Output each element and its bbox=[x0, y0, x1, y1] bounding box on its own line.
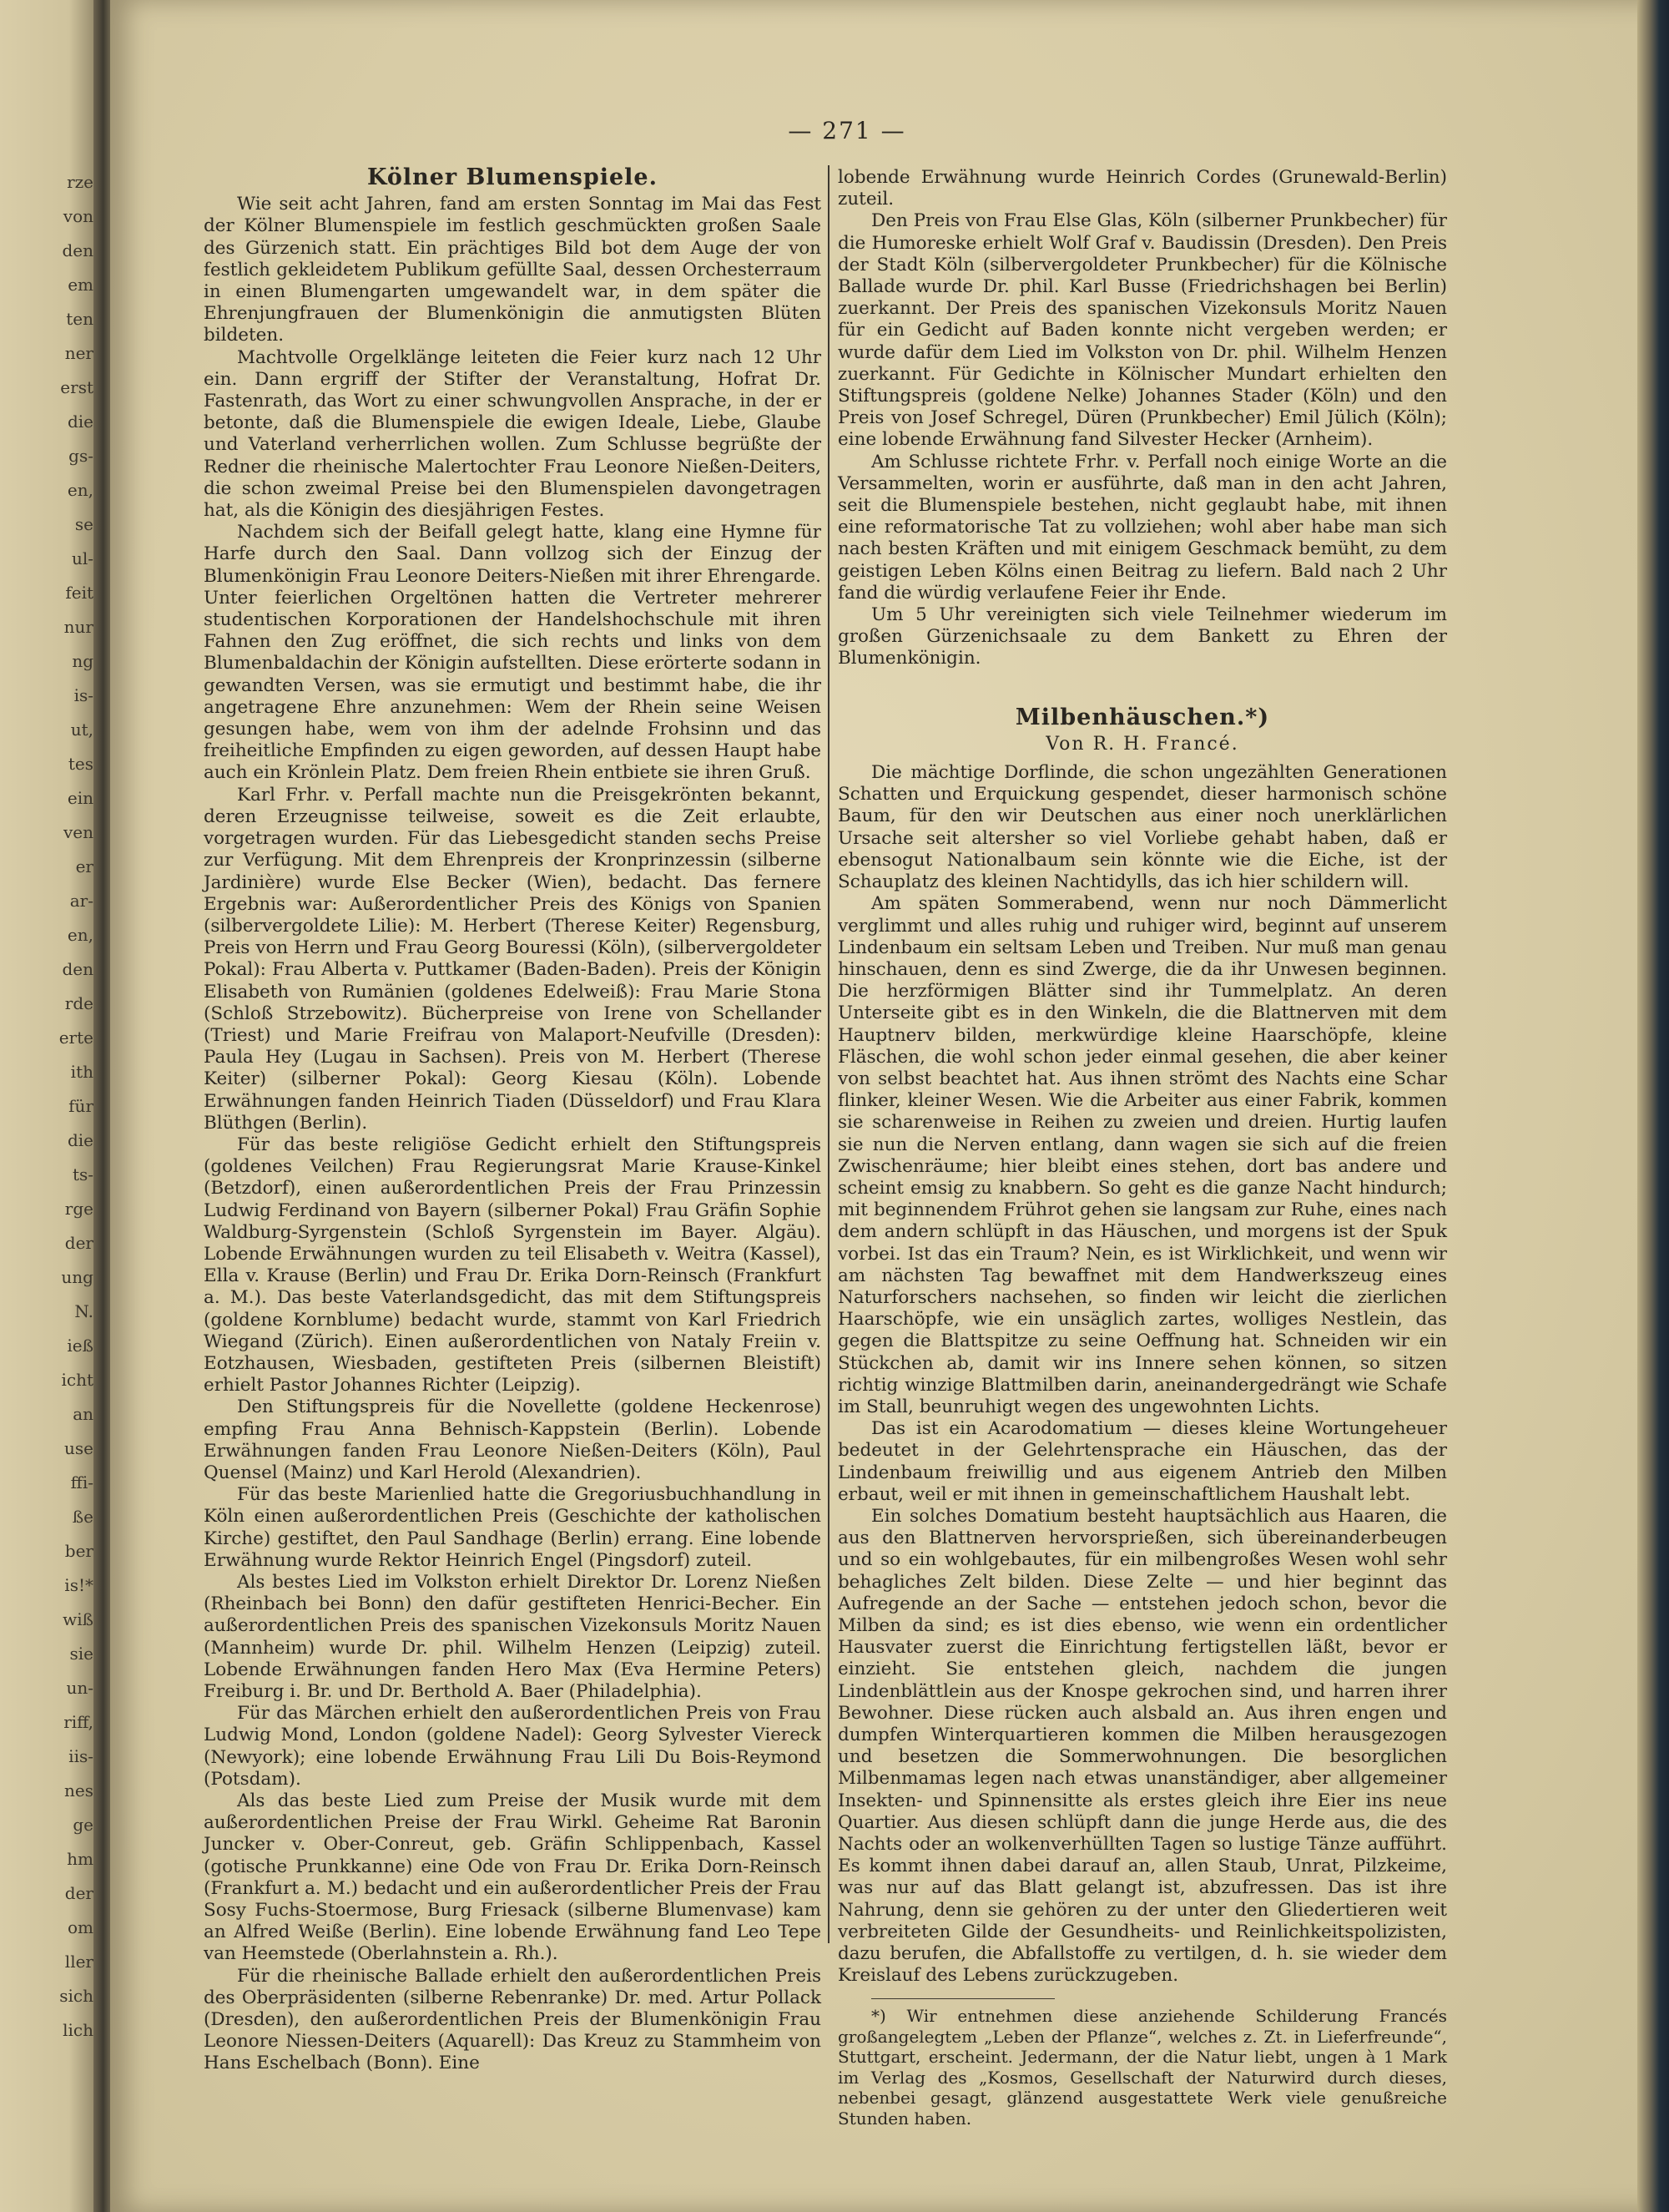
paragraph: Ein solches Domatium besteht hauptsächlich aus Haaren, die aus den Blattnerven hervorsprießen, sich übereinanderbeugen und so ein wohlgebautes, für ein milbengroßes Wesen wohl sehr behagliches Zelt bilden. Diese Zelte — und hier beginnt das Aufregende an der Sache — entstehen jedoch schon, bevor die Milben da sind; es ist dies ebenso, wie wenn ein ordentlicher Hausvater zuerst die Einrichtung fertigstellen läßt, bevor er einzieht. Sie entstehen gleich, nachdem die jungen Lindenblättlein aus der Knospe gekrochen sind, und harren ihrer Bewohner. Diese rücken auch alsbald an. Aus ihren engen und dumpfen Winterquartieren kommen die Milben herausgezogen und besetzen die Sommerwohnungen. Die besorglichen Milbenmamas legen nach etwas unanständiger, aber allgemeiner Insekten- und Spinnensitte als erstes gleich ihre Eier ins neue Quartier. Aus diesen schlüpft dann die junge Herde aus, die des Nachts oder an wolkenverhüllten Tagen so lustige Tänze aufführt. Es kommt ihnen dabei darauf an, allen Staub, Unrat, Pilzkeime, was nur auf das Blatt gelangt ist, abzufressen. Das ist ihre Nahrung, denn sie gehören zu der unter den Gliedertieren weit verbreiteten Gilde der Gesundheits- und Reinlichkeitspolizisten, dazu berufen, die Abfallstoffe zu vertilgen, d. h. sie wieder dem Kreislauf des Lebens zurückzugeben. bbox=[838, 1505, 1447, 1987]
previous-page-fragment: rge bbox=[64, 1199, 93, 1219]
previous-page-fragment: den bbox=[62, 240, 93, 260]
column-rule bbox=[828, 165, 829, 1943]
article-title: Milbenhäuschen.*) bbox=[1015, 704, 1270, 730]
previous-page-edge bbox=[0, 0, 98, 2212]
page-number: — 271 — bbox=[788, 117, 906, 144]
previous-page-fragment: ge bbox=[73, 1815, 93, 1835]
paragraph: Wie seit acht Jahren, fand am ersten Sonntag im Mai das Fest der Kölner Blumenspiele im festlich geschmückten großen Saale des Gürzenich statt. Ein prächtiges Bild bot dem Auge der von festlich gekleidetem Publikum gefüllte Saal, dessen Orchesterraum in einen Blumengarten umgewandelt war, in dem später die Ehrenjungfrauen der Blumenkönigin die anmutigsten Blüten bildeten. bbox=[204, 194, 821, 346]
previous-page-fragment: sie bbox=[69, 1644, 93, 1664]
section-gap bbox=[838, 670, 1447, 707]
previous-page-fragment: ut, bbox=[70, 720, 93, 740]
previous-page-fragment: wiß bbox=[63, 1609, 93, 1629]
footnote-rule bbox=[871, 1998, 1055, 1999]
previous-page-fragment: erst bbox=[60, 377, 93, 397]
previous-page-fragment: an bbox=[73, 1404, 93, 1424]
book-edge bbox=[1637, 0, 1669, 2212]
previous-page-fragment: riff, bbox=[63, 1712, 93, 1732]
previous-page-fragment: em bbox=[68, 275, 93, 295]
paragraph: Für die rheinische Ballade erhielt den außerordentlichen Preis des Oberpräsidenten (silberne Rebenranke) Dr. med. Artur Pollack (Dresden), den außerordentlichen Preis der Blumenkönigin Frau Leonore Niessen-Deiters (Aquarell): Das Kreuz zu Stammheim von Hans Eschelbach (Bonn). Eine bbox=[204, 1965, 821, 2074]
previous-page-fragment: gs- bbox=[68, 446, 93, 466]
previous-page-fragment: iis- bbox=[68, 1746, 93, 1766]
previous-page-fragment: ner bbox=[64, 343, 93, 363]
paragraph: Die mächtige Dorflinde, die schon ungezählten Generationen Schatten und Erquickung gespendet, dieser harmonisch schöne Baum, für den wir Deutschen aus einer noch unerklärlichen Ursache seit altersher so viel Vorliebe gehabt haben, daß er ebensogut Nationalbaum sein könnte wie die Eiche, ist der Schauplatz des kleinen Nachtidylls, das ich hier schildern will. bbox=[838, 762, 1447, 893]
previous-page-fragment: en, bbox=[67, 925, 93, 945]
paragraph: Als bestes Lied im Volkston erhielt Direktor Dr. Lorenz Nießen (Rheinbach bei Bonn) den dafür gestifteten Henrici-Becher. Ein außerordentlichen Preis des spanischen Vizekonsuls Moritz Nauen (Mannheim) wurde Dr. phil. Wilhelm Henzen (Leipzig) zuteil. Lobende Erwähnungen fanden Hero Max (Eva Hermine Peters) Freiburg i. Br. und Dr. Berthold A. Baer (Philadelphia). bbox=[204, 1572, 821, 1703]
right-column bbox=[838, 167, 1447, 2129]
previous-page-fragment: nur bbox=[63, 617, 93, 637]
previous-page-fragment: is!* bbox=[64, 1575, 93, 1595]
previous-page-fragment: ber bbox=[64, 1541, 93, 1561]
footnote: *) Wir entnehmen diese anziehende Schilderung Francés großangelegtem „Leben der Pflanze“, welches z. Zt. in Lieferfreunde“, Stuttgart, erscheint. Jedermann, der die Natur liebt, ungen à 1 Mark im Verlag des „Kosmos, Gesellschaft der Naturwird durch dieses, nebenbei gesagt, glänzend ausgestattete Werk viele genußreiche Stunden haben. bbox=[838, 2006, 1447, 2129]
previous-page-fragment: ts- bbox=[72, 1164, 93, 1184]
byline: Von R. H. Francé. bbox=[1046, 733, 1239, 755]
previous-page-fragment: om bbox=[67, 1917, 93, 1937]
previous-page-fragment: icht bbox=[61, 1370, 93, 1390]
previous-page-fragment: ffi- bbox=[70, 1472, 93, 1492]
previous-page-fragment: lich bbox=[63, 2020, 93, 2040]
previous-page-fragment: ten bbox=[66, 309, 93, 329]
paragraph: Als das beste Lied zum Preise der Musik wurde mit dem außerordentlichen Preise der Frau Wirkl. Geheime Rat Baronin Juncker v. Ober-Conreut, geb. Gräfin Schlippenbach, Kassel (gotische Prunkkanne) eine Ode von Frau Dr. Erika Dorn-Reinsch (Frankfurt a. M.) bedacht und ein außerordentlicher Preis der Frau Sosy Fuchs-Stoermose, Burg Friesack (silberne Blumenvase) kam an Alfred Weiße (Berlin). Eine lobende Erwähnung fand Leo Tepe van Heemstede (Oberlahnstein a. Rh.). bbox=[204, 1790, 821, 1965]
previous-page-fragment: rze bbox=[67, 172, 93, 192]
previous-page-fragment: en, bbox=[67, 480, 93, 500]
paragraph: Am Schlusse richtete Frhr. v. Perfall noch einige Worte an die Versammelten, worin er ausführte, daß man in den acht Jahren, seit die Blumenspiele bestehen, nicht geglaubt habe, mit ihnen eine reformatorische Tat zu vollziehen; wohl aber habe man sich nach besten Kräften und mit einigem Geschmack bemüht, zu dem geistigen Leben Kölns einen Beitrag zu liefern. Bald nach 2 Uhr fand die würdig verlaufene Feier ihr Ende. bbox=[838, 451, 1447, 604]
paragraph: Das ist ein Acarodomatium — dieses kleine Wortungeheuer bedeutet in der Gelehrtensprache ein Häuschen, das der Lindenbaum freiwillig und aus eigenem Antrieb den Milben erbaut, weil er mit ihnen in gemeinschaftlichem Haushalt lebt. bbox=[838, 1418, 1447, 1505]
previous-page-fragment: ieß bbox=[67, 1336, 93, 1356]
paragraph: Für das beste Marienlied hatte die Gregoriusbuchhandlung in Köln einen außerordentlichen Preis (Geschichte der katholischen Kirche) gestiftet, den Paul Sandhage (Berlin) errang. Eine lobende Erwähnung wurde Rektor Heinrich Engel (Pingsdorf) zuteil. bbox=[204, 1484, 821, 1571]
previous-page-fragment: die bbox=[67, 412, 93, 432]
previous-page-fragment: ar- bbox=[69, 891, 93, 911]
article-title: Kölner Blumenspiele. bbox=[366, 164, 658, 190]
paragraph: Nachdem sich der Beifall gelegt hatte, klang eine Hymne für Harfe durch den Saal. Dann vollzog sich der Einzug der Blumenkönigin Frau Leonore Deiters-Nießen mit ihrer Ehrengarde. Unter feierlichen Orgeltönen hatten die Vertreter mehrerer studentischen Korporationen der Handelshochschule mit ihren Fahnen den Zug eröffnet, die sich rechts und links von dem Blumenbaldachin der Königin aufstellten. Diese erörterte sodann in gewandten Versen, was sie ermutigt und bestimmt habe, die ihr angetragene Ehre anzunehmen: Wem der Rhein seine Weisen gesungen habe, wem von ihm der adelnde Frohsinn und das freiheitliche Empfinden zu eigen geworden, auf dessen Haupt habe auch ein Krönlein Platz. Dem freien Rhein entbiete sie ihren Gruß. bbox=[204, 522, 821, 784]
previous-page-fragment: ven bbox=[63, 822, 93, 842]
previous-page-fragment: für bbox=[68, 1096, 93, 1116]
previous-page-fragment: tes bbox=[68, 754, 93, 774]
previous-page-fragment: ein bbox=[67, 788, 93, 808]
previous-page-fragment: hm bbox=[67, 1849, 93, 1869]
paragraph: Den Preis von Frau Else Glas, Köln (silberner Prunkbecher) für die Humoreske erhielt Wolf Graf v. Baudissin (Dresden). Den Preis der Stadt Köln (silbervergoldeter Prunkbecher) für die Kölnische Ballade wurde Dr. phil. Karl Busse (Friedrichshagen bei Berlin) zuerkannt. Der Preis des spanischen Vizekonsuls Moritz Nauen für ein Gedicht auf Baden konnte nicht vergeben werden; er wurde dafür dem Lied im Volkston von Dr. phil. Wilhelm Henzen zuerkannt. Für Gedichte in Kölnischer Mundart erhielten den Stiftungspreis (goldene Nelke) Johannes Stader (Köln) und den Preis von Josef Schregel, Düren (Prunkbecher) Emil Jülich (Köln); eine lobende Erwähnung fand Silvester Hecker (Arnheim). bbox=[838, 210, 1447, 451]
previous-page-fragment: ße bbox=[72, 1507, 93, 1527]
previous-page-fragment: feit bbox=[65, 583, 93, 603]
paragraph: Karl Frhr. v. Perfall machte nun die Preisgekrönten bekannt, deren Erzeugnisse teilweise, soweit es die Zeit erlaubte, vorgetragen wurden. Für das Liebesgedicht standen sechs Preise zur Verfügung. Mit dem Ehrenpreis der Kronprinzessin (silberne Jardinière) wurde Else Becker (Wien), bedacht. Das fernere Ergebnis war: Außerordentlicher Preis des Königs von Spanien (silbervergoldete Lilie): M. Herbert (Therese Keiter) Regensburg, Preis von Herrn und Frau Georg Bouressi (Köln), (silbervergoldeter Pokal): Frau Alberta v. Puttkamer (Baden-Baden). Preis der Königin Elisabeth von Rumänien (goldenes Edelweiß): Frau Marie Stona (Schloß Strzebowitz). Bücherpreise von Irene von Schellander (Triest) und Marie Freifrau von Malaport-Neufville (Dresden): Paula Hey (Lugau in Sachsen). Preis von M. Herbert (Therese Keiter) (silberner Pokal): Georg Kiesau (Köln). Lobende Erwähnungen fanden Heinrich Tiaden (Düsseldorf) und Frau Klara Blüthgen (Berlin). bbox=[204, 784, 821, 1134]
paragraph: Den Stiftungspreis für die Novellette (goldene Heckenrose) empfing Frau Anna Behnisch-Kappstein (Berlin). Lobende Erwähnungen fanden Frau Leonore Nießen-Deiters (Köln), Paul Quensel (Mainz) und Karl Herold (Alexandrien). bbox=[204, 1396, 821, 1483]
previous-page-fragment: erte bbox=[58, 1028, 93, 1048]
previous-page-fragment: use bbox=[64, 1438, 93, 1458]
previous-page-fragment: die bbox=[67, 1130, 93, 1150]
previous-page-fragment: is- bbox=[73, 685, 93, 705]
previous-page-fragment: sich bbox=[59, 1986, 93, 2006]
previous-page-fragment: nes bbox=[64, 1780, 93, 1800]
paragraph: Für das Märchen erhielt den außerordentlichen Preis von Frau Ludwig Mond, London (goldene Nadel): Georg Sylvester Viereck (Newyork); eine lobende Erwähnung Frau Lili Du Bois-Reymond (Potsdam). bbox=[204, 1703, 821, 1790]
previous-page-fragment: ung bbox=[61, 1267, 93, 1287]
previous-page-fragment: von bbox=[63, 206, 93, 226]
paragraph: Für das beste religiöse Gedicht erhielt den Stiftungspreis (goldenes Veilchen) Frau Regierungsrat Marie Krause-Kinkel (Betzdorf), einen außerordentlichen Preis der Frau Prinzessin Ludwig Ferdinand von Bayern (silberner Pokal) Frau Gräfin Sophie Waldburg-Syrgenstein (Schloß Syrgenstein im Bayer. Algäu). Lobende Erwähnungen wurden zu teil Elisabeth v. Weitra (Kassel), Ella v. Krause (Berlin) und Frau Dr. Erika Dorn-Reinsch (Frankfurt a. M.). Das beste Vaterlandsgedicht, das mit dem Stiftungspreis (goldene Kornblume) bedacht wurde, stammt von Karl Friedrich Wiegand (Zürich). Einen außerordentlichen von Nataly Freiin v. Eotzhausen, Wiesbaden, gestifteten Preis (silbernen Bleistift) erhielt Pastor Johannes Richter (Leipzig). bbox=[204, 1134, 821, 1396]
left-column bbox=[204, 164, 821, 2075]
paragraph-continued: lobende Erwähnung wurde Heinrich Cordes (Grunewald-Berlin) zuteil. bbox=[838, 167, 1447, 210]
previous-page-fragment: N. bbox=[74, 1301, 93, 1321]
previous-page-fragment: rde bbox=[64, 993, 93, 1013]
previous-page-fragment: un- bbox=[66, 1678, 93, 1698]
previous-page-fragment: ul- bbox=[71, 548, 93, 568]
previous-page-fragment: ith bbox=[70, 1062, 93, 1082]
previous-page-fragment: der bbox=[64, 1883, 93, 1903]
previous-page-fragment: ller bbox=[64, 1952, 93, 1972]
paragraph: Um 5 Uhr vereinigten sich viele Teilnehmer wiederum im großen Gürzenichsaale zu dem Bankett zu Ehren der Blumenkönigin. bbox=[838, 604, 1447, 669]
previous-page-fragment: ng bbox=[72, 651, 93, 671]
paragraph: Am späten Sommerabend, wenn nur noch Dämmerlicht verglimmt und alles ruhig und ruhiger wird, beginnt auf unserem Lindenbaum ein seltsam Leben und Treiben. Nur muß man genau hinschauen, denn es sind Zwerge, die da ihr Unwesen beginnen. Die herzförmigen Blätter sind ihr Tummelplatz. An deren Unterseite gibt es in den Winkeln, die die Blattnerven mit dem Hauptnerv bilden, merkwürdige kleine Haarschöpfe, kleine Fläschen, die wohl schon jeder einmal gesehen, die aber keiner von selbst beachtet hat. Aus ihnen strömt des Nachts eine Schar flinker, kleiner Wesen. Wie die Arbeiter aus einer Fabrik, kommen sie scharenweise in Reihen zu zweien und dreien. Hurtig laufen sie nun die Nerven entlang, dann wagen sie sich auf die freien Zwischenräume; hier bleibt eines stehen, dort bas andere und scheint emsig zu knabbern. So geht es die ganze Nacht hindurch; mit beginnendem Frührot gehen sie langsam zur Ruhe, eines nach dem andern schlüpft in das Häuschen, und morgens ist der Spuk vorbei. Ist das ein Traum? Nein, es ist Wirklichkeit, und wenn wir am nächsten Tag bewaffnet mit dem Handwerkszeug eines Naturforschers nachsehen, so finden wir leicht die zierlichen Haarschöpfe, wie ein unsäglich zartes, wolliges Nestlein, das gegen die Blattspitze zu seine Oeffnung hat. Schneiden wir ein Stückchen ab, damit wir ins Innere sehen können, so sitzen richtig winzige Blattmilben darin, aneinandergedrängt wie Schafe im Stall, beunruhigt wegen des ungewohnten Lichts. bbox=[838, 893, 1447, 1417]
paragraph: Machtvolle Orgelklänge leiteten die Feier kurz nach 12 Uhr ein. Dann ergriff der Stifter der Veranstaltung, Hofrat Dr. Fastenrath, das Wort zu einer schwungvollen Ansprache, in der er betonte, daß die Blumenspiele die ewigen Ideale, Liebe, Glaube und Vaterland verherrlichen wollen. Zum Schlusse begrüßte der Redner die rheinische Malertochter Frau Leonore Nießen-Deiters, die schon zweimal Preise bei den Blumenspielen davongetragen hat, als die Königin des diesjährigen Festes. bbox=[204, 346, 821, 522]
previous-page-fragment: der bbox=[64, 1233, 93, 1253]
previous-page-fragment: er bbox=[75, 856, 93, 876]
previous-page-fragment: se bbox=[74, 514, 93, 534]
previous-page-fragment: den bbox=[62, 959, 93, 979]
